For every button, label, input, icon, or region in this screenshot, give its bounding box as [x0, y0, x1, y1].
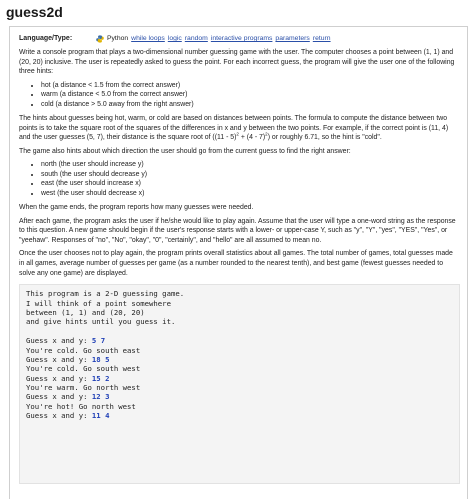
console-user-input: 5 7 [91, 336, 106, 346]
console-prompt: Guess x and y: [26, 373, 92, 383]
tag-logic[interactable]: logic [167, 35, 182, 43]
game-end-paragraph: When the game ends, the program reports how many guesses were needed. [19, 204, 254, 211]
list-item: • east (the user should increase x) [41, 179, 458, 188]
language-badge [96, 34, 128, 44]
intro-paragraph: Write a console program that plays a two-dimensional number guessing game with the user. The computer chooses a point between (1, 1) and (20, 20) inclusive. The user is repeatedly asked to guess the point. For each incorrect guess, the program will give the user one of the following three hints: [19, 49, 455, 76]
python-icon [96, 35, 104, 43]
direction-intro-paragraph: The game also hints about which direction the user should go from the current guess to find the right answer: [19, 147, 351, 155]
console-line [26, 374, 459, 383]
superscript: 2 [236, 131, 239, 137]
tag-return[interactable]: return [312, 35, 331, 43]
console-line: and give hints until you guess it. [26, 317, 176, 327]
list-item: • warm (a distance < 5.0 from the correct answer) [41, 90, 458, 99]
hint-list [19, 81, 458, 109]
problem-body [10, 27, 467, 484]
meta-row [19, 33, 458, 45]
console-prompt: Guess x and y: [26, 336, 92, 346]
list-item: • cold (a distance > 5.0 away from the right answer) [41, 100, 458, 109]
console-line [26, 355, 459, 364]
sample-console-output [19, 284, 460, 484]
console-line [26, 392, 459, 401]
direction-list [19, 160, 458, 198]
distance-text-end: ) or roughly 6.71, so the hint is "cold". [267, 134, 382, 142]
console-user-input: 18 5 [91, 354, 110, 364]
tag-while-loops[interactable]: while loops [131, 35, 165, 43]
list-item: • hot (a distance < 1.5 from the correct answer) [41, 81, 458, 90]
list-item: • south (the user should decrease y) [41, 170, 458, 179]
tag-random[interactable]: random [184, 35, 208, 43]
console-line: This program is a 2-D guessing game. [26, 289, 185, 299]
list-item: • north (the user should increase y) [41, 160, 458, 169]
distance-text: The hints about guesses being hot, warm, or cold are based on distances between points. The formula to compute the distance between two points is to take the square root of the squares of the differences in x and y between the two points. For example, if the correct point is (11, 4) and the user guesses (5, 7), their distance is the square root of ((11 - 5) [19, 115, 449, 142]
distance-text-mid: + (4 - 7) [238, 134, 266, 142]
console-line: You're cold. Go south east [26, 345, 141, 355]
console-blank-line [26, 327, 459, 336]
tag-interactive-programs[interactable]: interactive programs [210, 35, 273, 43]
console-line [26, 411, 459, 420]
tag-parameters[interactable]: parameters [275, 35, 310, 43]
language-name: Python [107, 35, 129, 43]
console-prompt: Guess x and y: [26, 392, 92, 402]
console-user-input: 12 3 [91, 392, 110, 402]
console-prompt: Guess x and y: [26, 354, 92, 364]
statistics-paragraph: Once the user chooses not to play again, the program prints overall statistics about all games. The total number of games, total guesses made in all games, average number of guesses per game (as a number rounded to the nearest tenth), and best game (fewest guesses needed to solve any one game) are displayed. [19, 250, 453, 277]
console-line: I will think of a point somewhere [26, 298, 171, 308]
play-again-paragraph: After each game, the program asks the user if he/she would like to play again. Assume that the user will type a one-word string as the response to this question. A new game should begin if the user's response starts with a lower- or upper-case Y, such as "y", "Y", "yes", "YES", "Yes", or "yeehaw". Responses of "no", "No", "okay", "0", "certainly", and "hello" are all assumed to mean no. [19, 217, 456, 244]
problem-card [9, 26, 468, 499]
console-prompt: Guess x and y: [26, 411, 92, 421]
superscript: 2 [265, 131, 268, 137]
console-line: You're hot! Go north west [26, 401, 136, 411]
console-user-input: 15 2 [91, 373, 110, 383]
language-type-label: Language/Type: [19, 35, 73, 43]
console-line: You're cold. Go south west [26, 364, 141, 374]
console-user-input: 11 4 [91, 411, 110, 421]
page-title: guess2d [6, 4, 63, 20]
console-line: between (1, 1) and (20, 20) [26, 307, 145, 317]
console-line [26, 336, 459, 345]
console-line: You're warm. Go north west [26, 383, 141, 393]
distance-paragraph [19, 114, 458, 143]
list-item: • west (the user should decrease x) [41, 189, 458, 198]
